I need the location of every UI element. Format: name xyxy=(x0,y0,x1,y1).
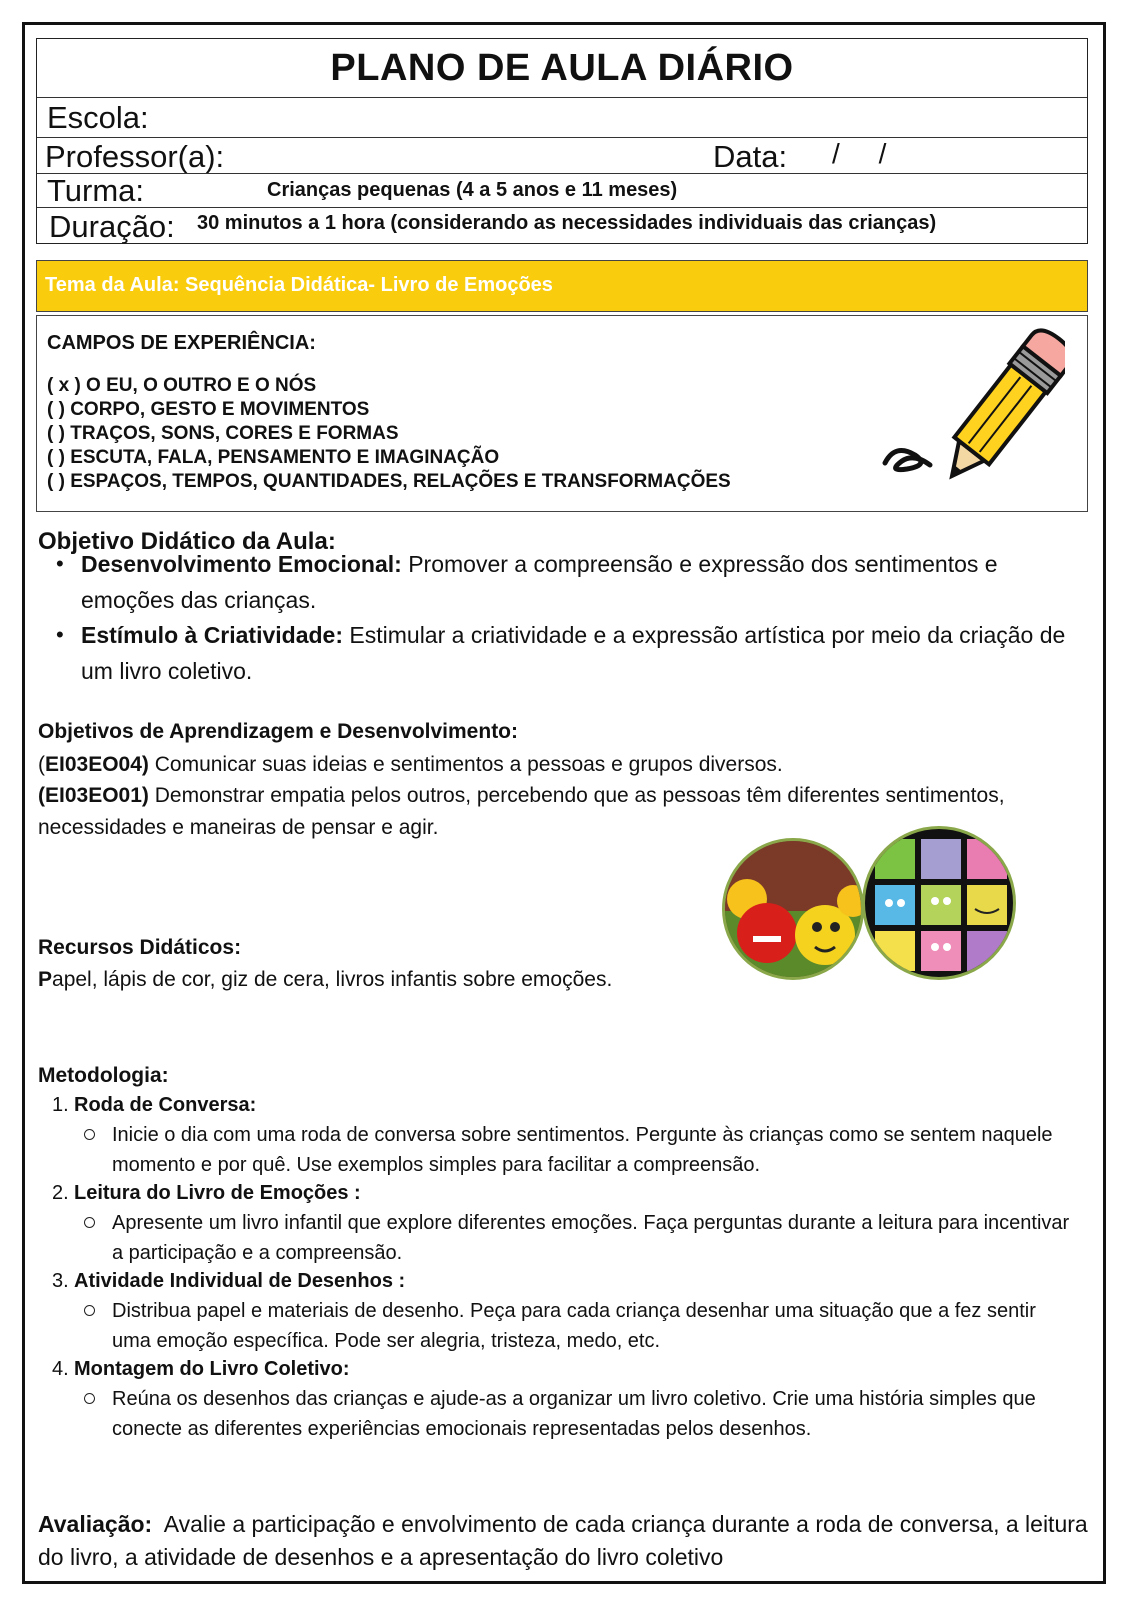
escola-row xyxy=(37,97,1087,137)
step-number: 4. xyxy=(52,1358,69,1380)
campo-item: ( ) CORPO, GESTO E MOVIMENTOS xyxy=(47,399,370,420)
professor-label: Professor(a): xyxy=(45,139,225,174)
emotion-faces-grid-photo xyxy=(862,826,1016,980)
aprendizagem-text: Demonstrar empatia pelos outros, percebendo que as pessoas têm diferentes sentimentos, necessidades e maneiras de pensar e agir. xyxy=(38,784,1005,839)
emoji-balls-illustration xyxy=(725,841,864,980)
campo-item: ( ) TRAÇOS, SONS, CORES E FORMAS xyxy=(47,423,399,444)
bullet-title: Desenvolvimento Emocional: xyxy=(81,551,402,577)
circle-bullet-icon xyxy=(84,1217,95,1228)
recursos-text: apel, lápis de cor, giz de cera, livros infantis sobre emoções. xyxy=(52,968,613,991)
campos-title: CAMPOS DE EXPERIÊNCIA: xyxy=(47,332,316,354)
duracao-row xyxy=(37,207,1087,243)
bullet-title: Estímulo à Criatividade: xyxy=(81,622,344,648)
step-number: 2. xyxy=(52,1182,69,1204)
objetivo-bullet xyxy=(56,546,1066,618)
turma-row xyxy=(37,173,1087,207)
date-slashes: / / xyxy=(832,138,887,169)
metodologia-step xyxy=(52,1094,256,1117)
step-title: Atividade Individual de Desenhos : xyxy=(74,1270,406,1292)
step-title: Montagem do Livro Coletivo: xyxy=(74,1358,350,1380)
step-description-text: Reúna os desenhos das crianças e ajude-as a organizar um livro coletivo. Crie uma história simples que conecte as diferentes experiências emocionais representadas pelos desenhos. xyxy=(112,1388,1036,1440)
aprendizagem-heading: Objetivos de Aprendizagem e Desenvolvimento: xyxy=(38,720,519,743)
theme-bar xyxy=(36,260,1088,312)
aprendizagem-code: (EI03EO01) xyxy=(38,784,149,807)
emotion-faces-grid xyxy=(865,829,1016,980)
page-title: PLANO DE AULA DIÁRIO xyxy=(330,47,794,89)
recursos-text-block xyxy=(38,964,1078,996)
theme-text: Tema da Aula: Sequência Didática- Livro de Emoções xyxy=(45,274,553,296)
recursos-heading: Recursos Didáticos: xyxy=(38,936,242,959)
turma-value: Crianças pequenas (4 a 5 anos e 11 meses) xyxy=(267,179,678,201)
circle-bullet-icon xyxy=(84,1305,95,1316)
avaliacao-label: Avaliação: xyxy=(38,1511,153,1537)
emoji-balls-photo xyxy=(722,838,864,980)
turma-label: Turma: xyxy=(47,173,145,208)
step-title: Leitura do Livro de Emoções : xyxy=(74,1182,361,1204)
step-number: 3. xyxy=(52,1270,69,1292)
avaliacao-block xyxy=(38,1508,1095,1574)
escola-label: Escola: xyxy=(47,100,149,135)
campos-list xyxy=(47,374,731,494)
step-description-text: Distribua papel e materiais de desenho. Peça para cada criança desenhar uma situação que a fez sentir uma emoção específica. Pode ser alegria, tristeza, medo, etc. xyxy=(112,1300,1036,1352)
recursos-first-letter: P xyxy=(38,968,53,991)
step-description-text: Inicie o dia com uma roda de conversa sobre sentimentos. Pergunte às crianças como se sentem naquele momento e por quê. Use exemplos simples para facilitar a compreensão. xyxy=(112,1124,1053,1176)
objetivo-heading: Objetivo Didático da Aula: xyxy=(38,528,336,555)
header-table xyxy=(36,38,1088,244)
circle-bullet-icon xyxy=(84,1393,95,1404)
objetivo-bullet xyxy=(56,617,1066,689)
metodologia-step xyxy=(52,1182,361,1205)
metodologia-step xyxy=(52,1270,405,1293)
avaliacao-text: Avalie a participação e envolvimento de cada criança durante a roda de conversa, a leitura do livro, a atividade de desenhos e a apresentação do livro coletivo xyxy=(38,1511,1095,1570)
duracao-label: Duração: xyxy=(49,209,175,244)
campo-item: ( x ) O EU, O OUTRO E O NÓS xyxy=(47,375,317,396)
aprendizagem-code: EI03EO04) xyxy=(45,753,149,776)
step-number: 1. xyxy=(52,1094,69,1116)
bullet-dot: • xyxy=(56,622,64,647)
bullet-text: Promover a compreensão e expressão dos sentimentos e emoções das crianças. xyxy=(81,551,998,613)
aprendizagem-item xyxy=(38,749,1078,781)
data-label: Data: xyxy=(713,139,788,174)
circle-bullet-icon xyxy=(84,1129,95,1140)
bullet-dot: • xyxy=(56,551,64,576)
pencil-icon xyxy=(880,328,1065,493)
metodologia-step xyxy=(52,1358,350,1381)
professor-row xyxy=(37,137,1087,173)
step-title: Roda de Conversa: xyxy=(74,1094,257,1116)
aprendizagem-text: Comunicar suas ideias e sentimentos a pessoas e grupos diversos. xyxy=(148,753,783,776)
step-description-text: Apresente um livro infantil que explore diferentes emoções. Faça perguntas durante a leitura para incentivar a participação e a compreensão. xyxy=(112,1212,1070,1264)
aprendizagem-prefix: ( xyxy=(38,753,45,776)
campo-item: ( ) ESCUTA, FALA, PENSAMENTO E IMAGINAÇÃO xyxy=(47,447,500,468)
duracao-value: 30 minutos a 1 hora (considerando as necessidades individuais das crianças) xyxy=(197,212,937,234)
bullet-text: Estimular a criatividade e a expressão artística por meio da criação de um livro coletivo. xyxy=(81,622,1066,684)
metodologia-heading: Metodologia: xyxy=(38,1064,169,1087)
campo-item: ( ) ESPAÇOS, TEMPOS, QUANTIDADES, RELAÇÕES E TRANSFORMAÇÕES xyxy=(47,471,731,492)
